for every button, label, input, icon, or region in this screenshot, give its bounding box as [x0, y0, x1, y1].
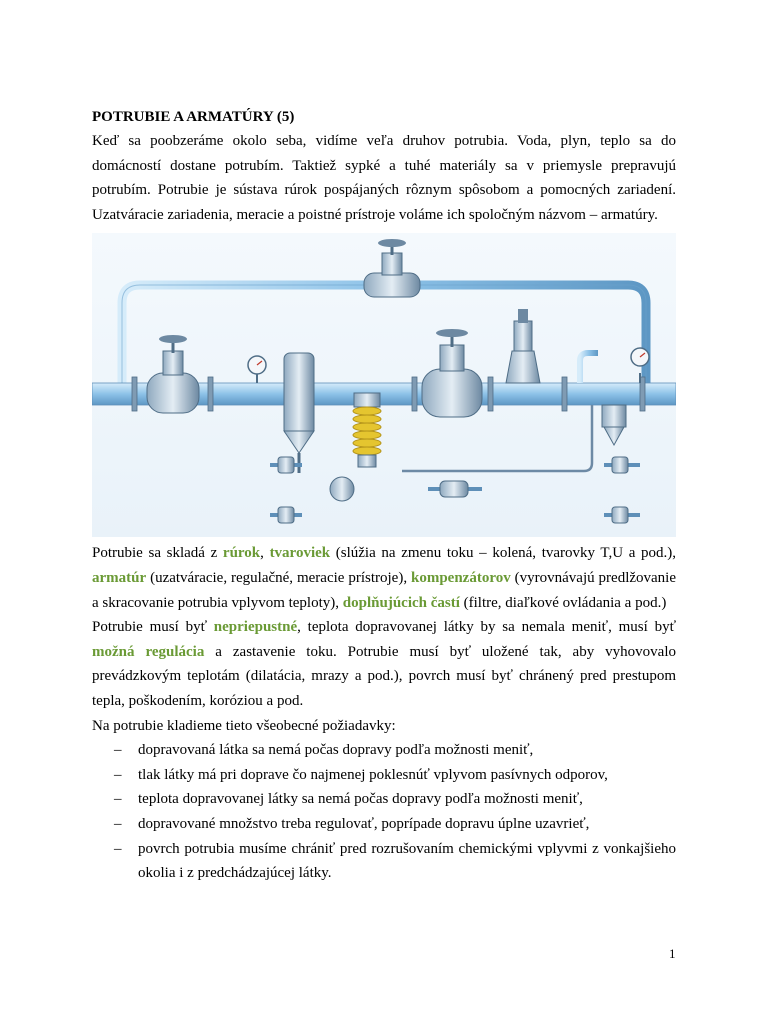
keyword-tvaroviek: tvaroviek	[269, 545, 331, 562]
list-item: – povrch potrubia musíme chrániť pred rozrušovaním chemickými vplyvmi z vonkajšieho okolia i z predchádzajúcej látky.	[92, 837, 676, 886]
list-item: – dopravovaná látka sa nemá počas dopravy podľa možnosti meniť,	[92, 738, 676, 763]
properties-paragraph: Potrubie musí byť nepriepustné, teplota dopravovanej látky by sa nemala meniť, musí byť možná regulácia a zastavenie toku. Potrubie musí byť uložené tak, aby vyhovovalo prevádzkovým teplotám (dilatácia, mrazy a pod.), povrch musí byť chránený pred prestupom tepla, poškodením, koróziou a pod.	[92, 619, 676, 709]
requirements-list	[92, 738, 676, 886]
bullet-dash: –	[114, 766, 122, 783]
bypass-pipe	[122, 285, 646, 393]
piping-diagram-figure	[92, 233, 676, 537]
center-valve-icon	[422, 329, 482, 417]
requirements-intro: Na potrubie kladieme tieto všeobecné požiadavky:	[92, 717, 396, 734]
keyword-kompenzatorov: kompenzátorov	[411, 569, 511, 586]
keyword-mozna-regulacia: možná regulácia	[92, 643, 205, 660]
piping-diagram-illustration	[92, 233, 676, 537]
keyword-doplnujucich-casti: doplňujúcich častí	[342, 594, 460, 611]
composition-paragraph: Potrubie sa skladá z rúrok, tvaroviek (slúžia na zmenu toku – kolená, tvarovky T,U a pod.), armatúr (uzatváracie, regulačné, meracie prístroje), kompenzátorov (vyrovnávajú predlžovanie a skracovanie potrubia vplyvom teploty), doplňujúcich častí (filtre, diaľkové ovládania a pod.)	[92, 545, 677, 611]
document-page	[92, 105, 676, 886]
page-number: 1	[669, 946, 676, 961]
list-item: – teplota dopravovanej látky sa nemá počas dopravy podľa možnosti meniť,	[92, 787, 676, 812]
bypass-valve-icon	[364, 239, 420, 297]
left-gauge-icon	[248, 356, 266, 383]
bullet-dash: –	[114, 742, 122, 759]
keyword-armatur: armatúr	[92, 569, 147, 586]
intro-paragraph: Keď sa poobzeráme okolo seba, vidíme veľa druhov potrubia. Voda, plyn, teplo sa do domácností dostane potrubím. Taktiež sypké a tuhé materiály sa v priemysle prepravujú potrubím. Potrubie je sústava rúrok pospájaných rôznym spôsobom a pomocných zariadení. Uzatváracie zariadenia, meracie a poistné prístroje voláme ich spoločným názvom – armatúry.	[92, 133, 676, 223]
pressure-reducing-valve-icon	[353, 393, 381, 467]
separator-tank-icon	[284, 353, 314, 473]
bullet-dash: –	[114, 815, 122, 832]
list-item: – dopravované množstvo treba regulovať, poprípade dopravu úplne uzavrieť,	[92, 812, 676, 837]
left-valve-icon	[147, 335, 199, 413]
bullet-dash: –	[114, 840, 122, 857]
drain-lines	[270, 405, 604, 521]
keyword-nepriepustne: nepriepustné	[213, 619, 298, 636]
page-title: POTRUBIE A ARMATÚRY (5)	[92, 109, 295, 125]
safety-valve-icon	[506, 309, 540, 383]
bullet-dash: –	[114, 791, 122, 808]
list-item: – tlak látky má pri doprave čo najmenej poklesnúť vplyvom pasívnych odporov,	[92, 763, 676, 788]
keyword-rurok: rúrok	[222, 545, 261, 562]
